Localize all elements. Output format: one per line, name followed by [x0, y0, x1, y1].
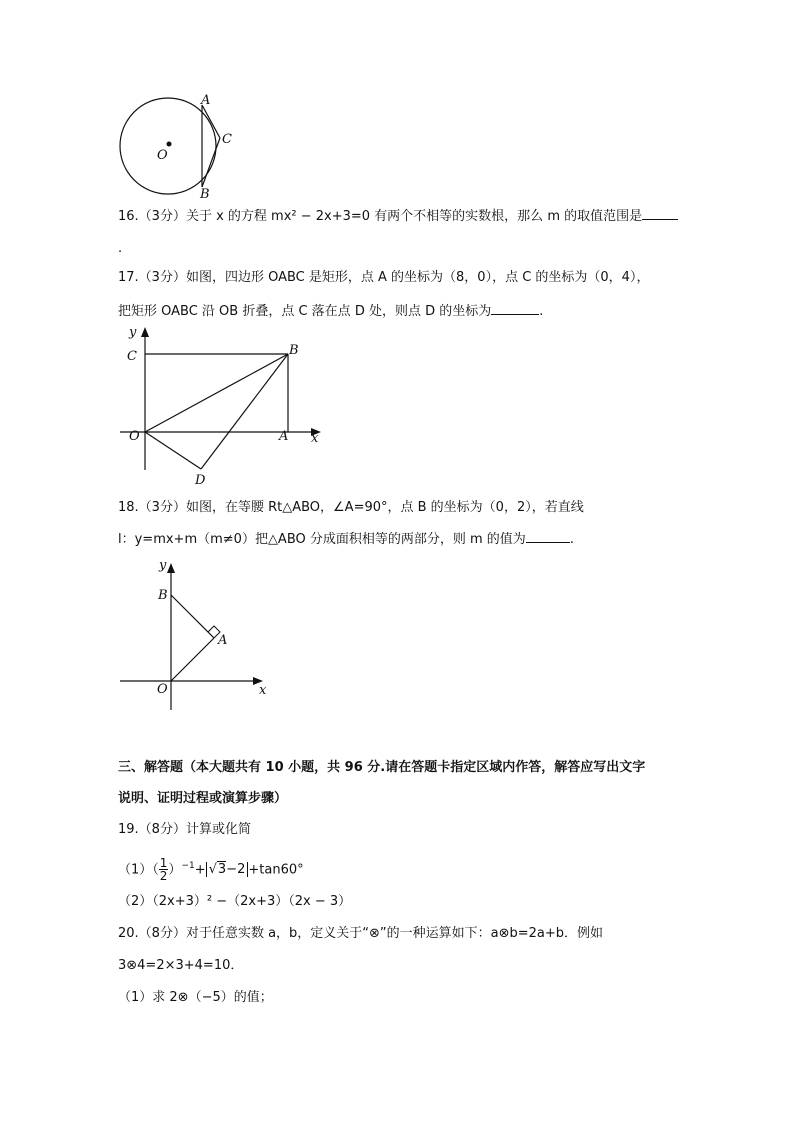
label-c: C	[127, 349, 137, 364]
question-19-part1	[118, 852, 304, 884]
section-3-heading-line1	[118, 759, 645, 777]
segment-ba	[171, 595, 214, 638]
label-o: O	[157, 148, 168, 163]
q18-answer-blank[interactable]	[526, 530, 570, 543]
segment-od	[145, 432, 201, 469]
exponent: −1	[181, 861, 195, 871]
q19-p1-label: （1）（	[118, 862, 159, 878]
q16-tail	[118, 240, 122, 258]
q16-text: 16.（3分）关于 x 的方程 mx² − 2x+3=0 有两个不相等的实数根，那么 m 的取值范围是	[118, 209, 643, 224]
segment-ob	[145, 354, 288, 432]
label-x: x	[259, 683, 267, 698]
sqrt-argument: 3	[217, 862, 227, 878]
q16-period: .	[118, 241, 123, 256]
q20-text-3: （1）求 2⊗（−5）的值；	[118, 990, 273, 1005]
section-3-text-1: 三、解答题（本大题共有 10 小题，共 96 分.请在答题卡指定区域内作答，解答应写出文字	[118, 760, 646, 775]
fraction-one-half	[159, 857, 169, 882]
question-17-line2	[118, 302, 543, 321]
label-y: y	[129, 325, 137, 340]
q19-p2-text: （2）（2x+3）² −（2x+3）（2x − 3）	[118, 894, 352, 909]
q20-text-1: 20.（8分）对于任意实数 a，b，定义关于“⊗”的一种运算如下：a⊗b=2a+b．例如	[118, 926, 604, 941]
q18-text-1: 18.（3分）如图，在等腰 Rt△ABO，∠A=90°，点 B 的坐标为（0，2），若直线	[118, 500, 584, 515]
y-axis-arrow	[167, 563, 175, 573]
fraction-numerator: 1	[159, 856, 168, 871]
q17-period: .	[539, 304, 544, 319]
question-20-line3	[118, 989, 273, 1007]
y-axis-arrow	[141, 327, 149, 337]
label-b: B	[200, 187, 210, 202]
q19-text: 19.（8分）计算或化简	[118, 822, 251, 837]
q20-text-2: 3⊗4=2×3+4=10．	[118, 958, 244, 973]
triangle-figure	[115, 555, 275, 715]
label-o: O	[157, 682, 168, 697]
q19-p1-close: ）	[168, 862, 182, 878]
plus-sign: +	[194, 862, 206, 878]
q16-answer-blank[interactable]	[642, 207, 678, 220]
question-16	[118, 207, 678, 226]
segment-bd	[201, 354, 288, 469]
circle-figure	[115, 92, 245, 202]
label-o: O	[129, 429, 140, 444]
section-3-text-2: 说明、证明过程或演算步骤）	[118, 791, 288, 806]
q17-text-2: 把矩形 OABC 沿 OB 折叠，点 C 落在点 D 处，则点 D 的坐标为	[118, 304, 492, 319]
segment-ac	[202, 105, 220, 138]
question-18-line2	[118, 530, 574, 549]
q19-p1-tail: +tan60°	[248, 862, 304, 878]
label-c: C	[222, 132, 232, 147]
label-a: A	[201, 93, 211, 108]
rectangle-fold-figure	[115, 322, 330, 490]
label-a: A	[218, 633, 228, 648]
question-18-line1	[118, 499, 584, 517]
q18-period: .	[569, 532, 574, 547]
section-3-heading-line2	[118, 790, 287, 808]
question-19-title	[118, 821, 251, 839]
label-a: A	[279, 429, 289, 444]
label-b: B	[289, 343, 299, 358]
label-y: y	[159, 558, 167, 573]
minus-two: −2	[226, 862, 246, 878]
question-17-line1	[118, 269, 649, 287]
label-x: x	[311, 431, 319, 446]
label-d: D	[195, 473, 206, 488]
center-point	[167, 142, 172, 147]
q17-answer-blank[interactable]	[491, 302, 539, 315]
question-19-part2	[118, 893, 351, 911]
segment-cb	[202, 138, 220, 187]
question-20-line2	[118, 957, 243, 975]
question-20-line1	[118, 925, 603, 943]
fraction-denominator: 2	[159, 869, 168, 884]
segment-ao	[171, 638, 214, 681]
label-b: B	[158, 588, 168, 603]
q17-text-1: 17.（3分）如图，四边形 OABC 是矩形，点 A 的坐标为（8，0），点 C 的坐标为（0，4），	[118, 270, 650, 285]
q18-text-2: l：y=mx+m（m≠0）把△ABO 分成面积相等的两部分，则 m 的值为	[118, 532, 526, 547]
absolute-value: √3−2	[206, 862, 249, 877]
